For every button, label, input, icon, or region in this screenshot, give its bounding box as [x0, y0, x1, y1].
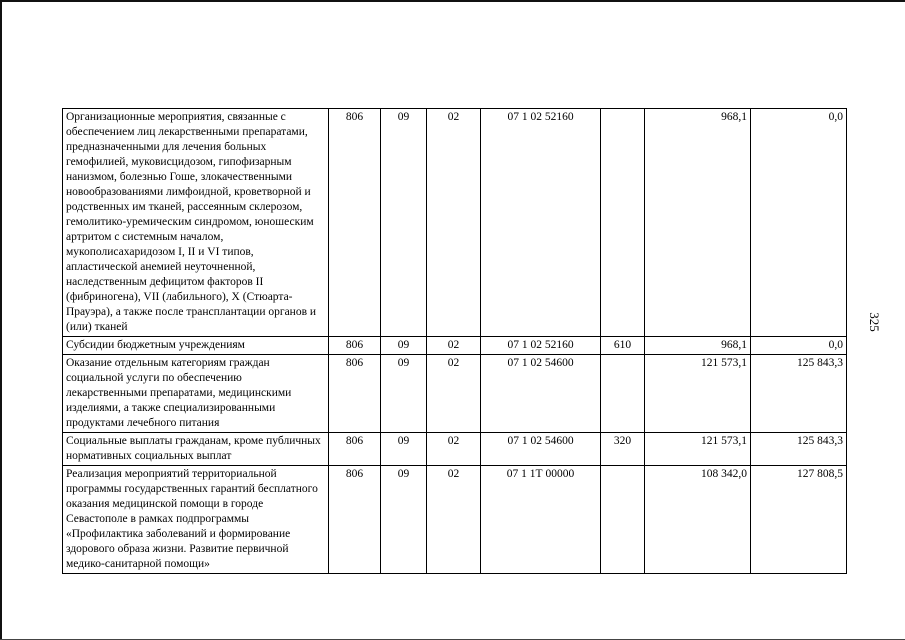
- row-section-code: 09: [381, 355, 427, 433]
- page-number: 325: [867, 312, 882, 332]
- row-ministry-code: 806: [329, 355, 381, 433]
- row-target-code: 07 1 02 52160: [481, 109, 601, 337]
- table-row: [63, 337, 847, 355]
- row-name: Оказание отдельным категориям граждан социальной услуги по обеспечению лекарственными препаратами, медицинскими изделиями, а также специализированными продуктами лечебного питания: [63, 355, 329, 433]
- row-name: Субсидии бюджетным учреждениям: [63, 337, 329, 355]
- row-amount-1: 121 573,1: [645, 355, 751, 433]
- row-name: Реализация мероприятий территориальной программы государственных гарантий бесплатного оказания медицинской помощи в городе Севастополе в рамках подпрограммы «Профилактика заболеваний и формирование здорового образа жизни. Развитие первичной медико-санитарной помощи»: [63, 466, 329, 574]
- row-amount-2: 0,0: [751, 109, 847, 337]
- row-amount-1: 968,1: [645, 109, 751, 337]
- row-amount-2: 0,0: [751, 337, 847, 355]
- table-row: [63, 433, 847, 466]
- row-amount-1: 121 573,1: [645, 433, 751, 466]
- row-ministry-code: 806: [329, 466, 381, 574]
- row-amount-1: 108 342,0: [645, 466, 751, 574]
- row-ministry-code: 806: [329, 433, 381, 466]
- table-row: [63, 355, 847, 433]
- row-amount-2: 125 843,3: [751, 355, 847, 433]
- budget-table: [62, 108, 847, 574]
- row-expense-type: [601, 355, 645, 433]
- row-subsection-code: 02: [427, 109, 481, 337]
- row-amount-2: 125 843,3: [751, 433, 847, 466]
- row-amount-2: 127 808,5: [751, 466, 847, 574]
- table-row: [63, 466, 847, 574]
- row-section-code: 09: [381, 433, 427, 466]
- table-row: [63, 109, 847, 337]
- row-expense-type: 320: [601, 433, 645, 466]
- row-amount-1: 968,1: [645, 337, 751, 355]
- row-target-code: 07 1 02 54600: [481, 433, 601, 466]
- row-expense-type: [601, 109, 645, 337]
- row-section-code: 09: [381, 109, 427, 337]
- row-target-code: 07 1 1Т 00000: [481, 466, 601, 574]
- row-expense-type: [601, 466, 645, 574]
- page-frame-left: [0, 0, 2, 640]
- row-name: Социальные выплаты гражданам, кроме публичных нормативных социальных выплат: [63, 433, 329, 466]
- page-frame-top: [0, 0, 905, 2]
- row-expense-type: 610: [601, 337, 645, 355]
- row-subsection-code: 02: [427, 466, 481, 574]
- row-section-code: 09: [381, 337, 427, 355]
- row-section-code: 09: [381, 466, 427, 574]
- row-subsection-code: 02: [427, 433, 481, 466]
- row-ministry-code: 806: [329, 337, 381, 355]
- row-name: Организационные мероприятия, связанные с обеспечением лиц лекарственными препаратами, предназначенными для лечения больных гемофилией, муковисцидозом, гипофизарным нанизмом, болезнью Гоше, злокачественными новообразованиями лимфоидной, кроветворной и родственных им тканей, рассеянным склерозом, гемолитико-уремическим синдромом, юношеским артритом с системным началом, мукополисахаридозом I, II и VI типов, апластической анемией неуточненной, наследственным дефицитом факторов II (фибриногена), VII (лабильного), X (Стюарта-Прауэра), а также после трансплантации органов и (или) тканей: [63, 109, 329, 337]
- row-ministry-code: 806: [329, 109, 381, 337]
- row-subsection-code: 02: [427, 355, 481, 433]
- row-subsection-code: 02: [427, 337, 481, 355]
- row-target-code: 07 1 02 54600: [481, 355, 601, 433]
- row-target-code: 07 1 02 52160: [481, 337, 601, 355]
